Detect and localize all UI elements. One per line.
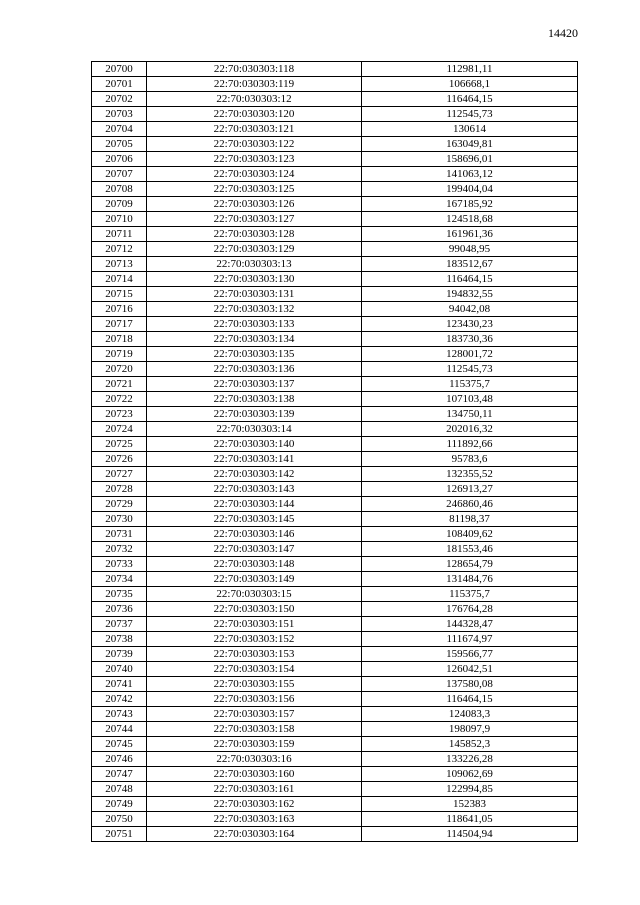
table-row xyxy=(92,767,578,782)
table-row xyxy=(92,347,578,362)
cadastral-value-cell: 128001,72 xyxy=(362,347,578,362)
row-number-cell: 20707 xyxy=(92,167,147,182)
row-number-cell: 20708 xyxy=(92,182,147,197)
cadastral-number-cell: 22:70:030303:142 xyxy=(147,467,362,482)
cadastral-number-cell: 22:70:030303:15 xyxy=(147,587,362,602)
table-body xyxy=(92,62,578,842)
cadastral-value-cell: 246860,46 xyxy=(362,497,578,512)
cadastral-number-cell: 22:70:030303:145 xyxy=(147,512,362,527)
table-row xyxy=(92,452,578,467)
cadastral-number-cell: 22:70:030303:158 xyxy=(147,722,362,737)
table-row xyxy=(92,827,578,842)
cadastral-number-cell: 22:70:030303:120 xyxy=(147,107,362,122)
table-row xyxy=(92,77,578,92)
row-number-cell: 20710 xyxy=(92,212,147,227)
table-row xyxy=(92,647,578,662)
row-number-cell: 20706 xyxy=(92,152,147,167)
cadastral-number-cell: 22:70:030303:157 xyxy=(147,707,362,722)
cadastral-number-cell: 22:70:030303:119 xyxy=(147,77,362,92)
cadastral-value-cell: 128654,79 xyxy=(362,557,578,572)
cadastral-number-cell: 22:70:030303:138 xyxy=(147,392,362,407)
row-number-cell: 20731 xyxy=(92,527,147,542)
cadastral-number-cell: 22:70:030303:128 xyxy=(147,227,362,242)
row-number-cell: 20700 xyxy=(92,62,147,77)
row-number-cell: 20751 xyxy=(92,827,147,842)
table-row xyxy=(92,797,578,812)
table-row xyxy=(92,137,578,152)
table-row xyxy=(92,272,578,287)
cadastral-value-cell: 176764,28 xyxy=(362,602,578,617)
cadastral-value-cell: 159566,77 xyxy=(362,647,578,662)
cadastral-number-cell: 22:70:030303:135 xyxy=(147,347,362,362)
row-number-cell: 20736 xyxy=(92,602,147,617)
cadastral-value-cell: 194832,55 xyxy=(362,287,578,302)
cadastral-value-cell: 132355,52 xyxy=(362,467,578,482)
row-number-cell: 20732 xyxy=(92,542,147,557)
cadastral-number-cell: 22:70:030303:13 xyxy=(147,257,362,272)
cadastral-value-cell: 167185,92 xyxy=(362,197,578,212)
table-row xyxy=(92,362,578,377)
table-row xyxy=(92,287,578,302)
cadastral-value-cell: 109062,69 xyxy=(362,767,578,782)
table-row xyxy=(92,242,578,257)
cadastral-value-table xyxy=(91,61,578,842)
cadastral-number-cell: 22:70:030303:126 xyxy=(147,197,362,212)
table-row xyxy=(92,377,578,392)
table-row xyxy=(92,677,578,692)
cadastral-number-cell: 22:70:030303:162 xyxy=(147,797,362,812)
cadastral-number-cell: 22:70:030303:139 xyxy=(147,407,362,422)
row-number-cell: 20744 xyxy=(92,722,147,737)
row-number-cell: 20722 xyxy=(92,392,147,407)
cadastral-value-cell: 144328,47 xyxy=(362,617,578,632)
cadastral-number-cell: 22:70:030303:125 xyxy=(147,182,362,197)
cadastral-number-cell: 22:70:030303:16 xyxy=(147,752,362,767)
row-number-cell: 20737 xyxy=(92,617,147,632)
row-number-cell: 20711 xyxy=(92,227,147,242)
row-number-cell: 20747 xyxy=(92,767,147,782)
cadastral-value-cell: 111674,97 xyxy=(362,632,578,647)
cadastral-number-cell: 22:70:030303:152 xyxy=(147,632,362,647)
row-number-cell: 20749 xyxy=(92,797,147,812)
cadastral-number-cell: 22:70:030303:154 xyxy=(147,662,362,677)
table-row xyxy=(92,182,578,197)
cadastral-value-cell: 95783,6 xyxy=(362,452,578,467)
row-number-cell: 20726 xyxy=(92,452,147,467)
cadastral-value-cell: 152383 xyxy=(362,797,578,812)
cadastral-value-cell: 99048,95 xyxy=(362,242,578,257)
table-row xyxy=(92,812,578,827)
cadastral-value-cell: 122994,85 xyxy=(362,782,578,797)
table-row xyxy=(92,257,578,272)
cadastral-number-cell: 22:70:030303:150 xyxy=(147,602,362,617)
table-row xyxy=(92,392,578,407)
row-number-cell: 20724 xyxy=(92,422,147,437)
cadastral-value-cell: 124083,3 xyxy=(362,707,578,722)
table-row xyxy=(92,782,578,797)
cadastral-value-cell: 158696,01 xyxy=(362,152,578,167)
cadastral-number-cell: 22:70:030303:134 xyxy=(147,332,362,347)
table-row xyxy=(92,467,578,482)
row-number-cell: 20702 xyxy=(92,92,147,107)
table-row xyxy=(92,167,578,182)
row-number-cell: 20704 xyxy=(92,122,147,137)
cadastral-value-cell: 161961,36 xyxy=(362,227,578,242)
cadastral-value-cell: 126913,27 xyxy=(362,482,578,497)
table-row xyxy=(92,437,578,452)
table-row xyxy=(92,422,578,437)
cadastral-number-cell: 22:70:030303:155 xyxy=(147,677,362,692)
table-row xyxy=(92,122,578,137)
cadastral-number-cell: 22:70:030303:122 xyxy=(147,137,362,152)
table-row xyxy=(92,107,578,122)
row-number-cell: 20738 xyxy=(92,632,147,647)
row-number-cell: 20718 xyxy=(92,332,147,347)
cadastral-value-cell: 181553,46 xyxy=(362,542,578,557)
cadastral-value-cell: 141063,12 xyxy=(362,167,578,182)
table-row xyxy=(92,752,578,767)
table-row xyxy=(92,212,578,227)
row-number-cell: 20742 xyxy=(92,692,147,707)
row-number-cell: 20720 xyxy=(92,362,147,377)
row-number-cell: 20729 xyxy=(92,497,147,512)
cadastral-number-cell: 22:70:030303:121 xyxy=(147,122,362,137)
cadastral-number-cell: 22:70:030303:144 xyxy=(147,497,362,512)
table-row xyxy=(92,512,578,527)
cadastral-value-cell: 116464,15 xyxy=(362,272,578,287)
table-row xyxy=(92,482,578,497)
cadastral-value-cell: 115375,7 xyxy=(362,377,578,392)
row-number-cell: 20715 xyxy=(92,287,147,302)
cadastral-number-cell: 22:70:030303:133 xyxy=(147,317,362,332)
row-number-cell: 20721 xyxy=(92,377,147,392)
table-row xyxy=(92,587,578,602)
cadastral-value-cell: 106668,1 xyxy=(362,77,578,92)
cadastral-value-cell: 126042,51 xyxy=(362,662,578,677)
cadastral-value-cell: 183512,67 xyxy=(362,257,578,272)
row-number-cell: 20712 xyxy=(92,242,147,257)
row-number-cell: 20743 xyxy=(92,707,147,722)
cadastral-value-cell: 111892,66 xyxy=(362,437,578,452)
cadastral-number-cell: 22:70:030303:123 xyxy=(147,152,362,167)
cadastral-number-cell: 22:70:030303:136 xyxy=(147,362,362,377)
cadastral-number-cell: 22:70:030303:160 xyxy=(147,767,362,782)
cadastral-value-cell: 134750,11 xyxy=(362,407,578,422)
row-number-cell: 20745 xyxy=(92,737,147,752)
row-number-cell: 20735 xyxy=(92,587,147,602)
row-number-cell: 20701 xyxy=(92,77,147,92)
row-number-cell: 20716 xyxy=(92,302,147,317)
cadastral-value-cell: 108409,62 xyxy=(362,527,578,542)
row-number-cell: 20728 xyxy=(92,482,147,497)
cadastral-number-cell: 22:70:030303:156 xyxy=(147,692,362,707)
cadastral-number-cell: 22:70:030303:131 xyxy=(147,287,362,302)
cadastral-value-cell: 115375,7 xyxy=(362,587,578,602)
cadastral-value-cell: 123430,23 xyxy=(362,317,578,332)
row-number-cell: 20713 xyxy=(92,257,147,272)
cadastral-number-cell: 22:70:030303:163 xyxy=(147,812,362,827)
cadastral-number-cell: 22:70:030303:127 xyxy=(147,212,362,227)
cadastral-value-cell: 107103,48 xyxy=(362,392,578,407)
cadastral-value-cell: 112545,73 xyxy=(362,362,578,377)
cadastral-number-cell: 22:70:030303:140 xyxy=(147,437,362,452)
table-row xyxy=(92,407,578,422)
row-number-cell: 20741 xyxy=(92,677,147,692)
cadastral-number-cell: 22:70:030303:164 xyxy=(147,827,362,842)
cadastral-number-cell: 22:70:030303:124 xyxy=(147,167,362,182)
cadastral-number-cell: 22:70:030303:137 xyxy=(147,377,362,392)
cadastral-value-cell: 145852,3 xyxy=(362,737,578,752)
cadastral-value-cell: 116464,15 xyxy=(362,92,578,107)
table-row xyxy=(92,332,578,347)
cadastral-number-cell: 22:70:030303:159 xyxy=(147,737,362,752)
row-number-cell: 20739 xyxy=(92,647,147,662)
table-row xyxy=(92,152,578,167)
cadastral-value-cell: 124518,68 xyxy=(362,212,578,227)
cadastral-number-cell: 22:70:030303:153 xyxy=(147,647,362,662)
table-row xyxy=(92,92,578,107)
table-row xyxy=(92,602,578,617)
cadastral-value-cell: 130614 xyxy=(362,122,578,137)
page-number: 14420 xyxy=(548,26,578,40)
table-row xyxy=(92,497,578,512)
cadastral-number-cell: 22:70:030303:141 xyxy=(147,452,362,467)
row-number-cell: 20748 xyxy=(92,782,147,797)
table-row xyxy=(92,662,578,677)
cadastral-number-cell: 22:70:030303:14 xyxy=(147,422,362,437)
cadastral-number-cell: 22:70:030303:129 xyxy=(147,242,362,257)
cadastral-number-cell: 22:70:030303:161 xyxy=(147,782,362,797)
cadastral-value-cell: 112981,11 xyxy=(362,62,578,77)
table-row xyxy=(92,197,578,212)
cadastral-value-cell: 183730,36 xyxy=(362,332,578,347)
cadastral-number-cell: 22:70:030303:149 xyxy=(147,572,362,587)
table-row xyxy=(92,62,578,77)
cadastral-number-cell: 22:70:030303:143 xyxy=(147,482,362,497)
table-row xyxy=(92,227,578,242)
cadastral-value-cell: 163049,81 xyxy=(362,137,578,152)
table-row xyxy=(92,527,578,542)
row-number-cell: 20703 xyxy=(92,107,147,122)
table-row xyxy=(92,542,578,557)
row-number-cell: 20746 xyxy=(92,752,147,767)
cadastral-value-cell: 199404,04 xyxy=(362,182,578,197)
cadastral-value-cell: 116464,15 xyxy=(362,692,578,707)
table-row xyxy=(92,737,578,752)
row-number-cell: 20740 xyxy=(92,662,147,677)
table-row xyxy=(92,557,578,572)
table-row xyxy=(92,617,578,632)
table-row xyxy=(92,317,578,332)
row-number-cell: 20723 xyxy=(92,407,147,422)
cadastral-number-cell: 22:70:030303:130 xyxy=(147,272,362,287)
cadastral-value-cell: 94042,08 xyxy=(362,302,578,317)
cadastral-number-cell: 22:70:030303:132 xyxy=(147,302,362,317)
cadastral-value-cell: 114504,94 xyxy=(362,827,578,842)
row-number-cell: 20733 xyxy=(92,557,147,572)
row-number-cell: 20725 xyxy=(92,437,147,452)
cadastral-value-cell: 118641,05 xyxy=(362,812,578,827)
row-number-cell: 20730 xyxy=(92,512,147,527)
cadastral-value-cell: 202016,32 xyxy=(362,422,578,437)
cadastral-value-cell: 198097,9 xyxy=(362,722,578,737)
row-number-cell: 20750 xyxy=(92,812,147,827)
row-number-cell: 20719 xyxy=(92,347,147,362)
table-row xyxy=(92,692,578,707)
cadastral-number-cell: 22:70:030303:151 xyxy=(147,617,362,632)
cadastral-number-cell: 22:70:030303:147 xyxy=(147,542,362,557)
cadastral-value-cell: 133226,28 xyxy=(362,752,578,767)
table-row xyxy=(92,302,578,317)
table-row xyxy=(92,632,578,647)
row-number-cell: 20705 xyxy=(92,137,147,152)
cadastral-number-cell: 22:70:030303:118 xyxy=(147,62,362,77)
row-number-cell: 20714 xyxy=(92,272,147,287)
cadastral-number-cell: 22:70:030303:146 xyxy=(147,527,362,542)
cadastral-value-cell: 81198,37 xyxy=(362,512,578,527)
cadastral-number-cell: 22:70:030303:148 xyxy=(147,557,362,572)
cadastral-number-cell: 22:70:030303:12 xyxy=(147,92,362,107)
row-number-cell: 20709 xyxy=(92,197,147,212)
cadastral-value-cell: 131484,76 xyxy=(362,572,578,587)
table-row xyxy=(92,572,578,587)
table-row xyxy=(92,722,578,737)
table-row xyxy=(92,707,578,722)
row-number-cell: 20727 xyxy=(92,467,147,482)
cadastral-value-cell: 137580,08 xyxy=(362,677,578,692)
row-number-cell: 20717 xyxy=(92,317,147,332)
cadastral-value-cell: 112545,73 xyxy=(362,107,578,122)
row-number-cell: 20734 xyxy=(92,572,147,587)
